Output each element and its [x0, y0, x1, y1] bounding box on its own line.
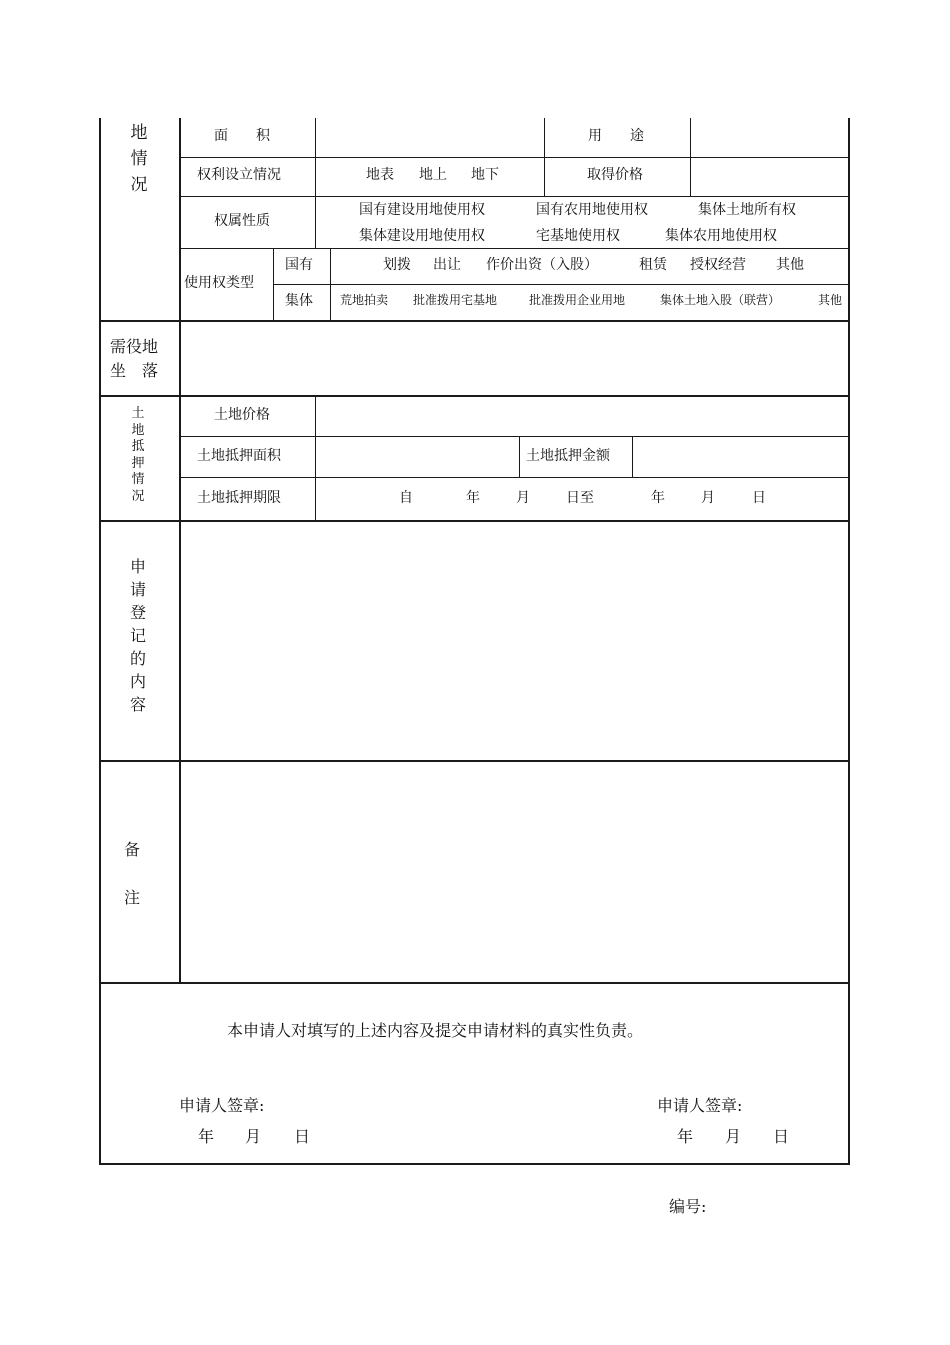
mortgage-amount-label: 土地抵押金额 — [526, 448, 610, 464]
right-date-month: 月 — [725, 1127, 742, 1146]
term-day-2: 日 — [752, 490, 766, 506]
mortgage-area-label: 土地抵押面积 — [197, 448, 281, 464]
mortgage-term-label: 土地抵押期限 — [197, 490, 281, 506]
state-owned-label: 国有 — [285, 257, 313, 273]
left-date-day: 日 — [294, 1127, 311, 1146]
section-line-5 — [99, 982, 850, 984]
form-right-border — [848, 118, 850, 1165]
use-right-type-label: 使用权类型 — [184, 275, 254, 291]
left-date-month: 月 — [245, 1127, 262, 1146]
mortgage-section-label: 土地抵押情况 — [131, 406, 145, 504]
purpose-label: 用 途 — [588, 128, 644, 144]
area-label: 面 积 — [214, 128, 270, 144]
collective-option-homestead-allocation[interactable]: 批准拨用宅基地 — [413, 293, 498, 307]
mortgage-area-field[interactable] — [317, 438, 518, 476]
col-line-mortgage-value — [315, 396, 316, 521]
term-year-2: 年 — [651, 490, 665, 506]
collective-option-joint-venture[interactable]: 集体土地入股（联营） — [660, 293, 781, 307]
easement-location-label-line2: 坐 落 — [110, 361, 159, 380]
ownership-option-collective-construction[interactable]: 集体建设用地使用权 — [359, 228, 485, 244]
term-from: 自 — [399, 490, 413, 506]
ownership-option-state-agricultural[interactable]: 国有农用地使用权 — [536, 202, 648, 218]
col-line-value — [315, 118, 316, 249]
remarks-label-line1: 备 — [124, 840, 141, 859]
ownership-nature-label: 权属性质 — [214, 213, 270, 229]
row-line-state-collective — [273, 284, 849, 285]
form-bottom-border — [99, 1163, 850, 1165]
term-month-1: 月 — [516, 490, 530, 506]
land-price-label: 土地价格 — [214, 407, 270, 423]
ownership-option-collective-ownership[interactable]: 集体土地所有权 — [698, 202, 796, 218]
rights-option-above[interactable]: 地上 — [419, 167, 447, 183]
row-line-mortgage-area — [180, 477, 849, 478]
section-line-3 — [99, 520, 850, 522]
row-line-rights — [180, 196, 849, 197]
purpose-field[interactable] — [692, 119, 847, 156]
easement-location-label-line1: 需役地 — [110, 337, 159, 356]
col-line-right — [690, 118, 691, 197]
registration-content-field[interactable] — [182, 523, 847, 759]
land-price-field[interactable] — [317, 397, 847, 435]
state-option-lease[interactable]: 租赁 — [639, 257, 667, 273]
col-line-mortgage-right — [632, 436, 633, 478]
collective-label: 集体 — [285, 293, 313, 309]
left-date-year: 年 — [198, 1127, 215, 1146]
left-signature-label[interactable]: 申请人签章: — [179, 1096, 265, 1115]
state-option-allocation[interactable]: 划拨 — [383, 257, 411, 273]
remarks-field[interactable] — [182, 763, 847, 981]
col-line-mortgage-mid — [519, 436, 520, 478]
collective-option-other[interactable]: 其他 — [818, 293, 843, 307]
col-line-usetype — [273, 248, 274, 321]
form-left-border — [99, 118, 101, 1165]
section-line-4 — [99, 760, 850, 762]
row-line-land-price — [180, 436, 849, 437]
state-option-transfer[interactable]: 出让 — [433, 257, 461, 273]
state-option-authorized-operation[interactable]: 授权经营 — [690, 257, 746, 273]
rights-option-surface[interactable]: 地表 — [366, 167, 394, 183]
registration-content-label: 申请登记的内容 — [129, 557, 146, 714]
mortgage-amount-field[interactable] — [634, 438, 847, 476]
col-line-mid — [544, 118, 545, 197]
easement-location-field[interactable] — [182, 323, 847, 394]
ownership-option-homestead[interactable]: 宅基地使用权 — [536, 228, 620, 244]
ownership-option-collective-agricultural[interactable]: 集体农用地使用权 — [665, 228, 777, 244]
collective-option-wasteland-auction[interactable]: 荒地拍卖 — [340, 293, 389, 307]
state-option-capital-contribution[interactable]: 作价出资（入股） — [486, 257, 598, 273]
term-month-2: 月 — [701, 490, 715, 506]
state-option-other[interactable]: 其他 — [776, 257, 804, 273]
rights-setting-label: 权利设立情况 — [197, 167, 281, 183]
serial-number-label: 编号: — [669, 1197, 707, 1216]
declaration-statement: 本申请人对填写的上述内容及提交申请材料的真实性负责。 — [227, 1021, 644, 1040]
section-line-1 — [99, 320, 850, 322]
acquisition-price-label: 取得价格 — [587, 167, 643, 183]
acquisition-price-field[interactable] — [692, 158, 847, 195]
collective-option-enterprise-allocation[interactable]: 批准拨用企业用地 — [529, 293, 626, 307]
land-info-section-label: 地情况 — [130, 123, 148, 195]
right-signature-label[interactable]: 申请人签章: — [657, 1096, 743, 1115]
area-field[interactable] — [317, 119, 543, 156]
right-date-year: 年 — [677, 1127, 694, 1146]
remarks-label-line2: 注 — [124, 888, 141, 907]
row-line-ownership — [180, 248, 849, 249]
term-year-1: 年 — [466, 490, 480, 506]
right-date-day: 日 — [773, 1127, 790, 1146]
term-day-to: 日至 — [566, 490, 594, 506]
col-line-usetype-values — [330, 248, 331, 321]
rights-option-below[interactable]: 地下 — [471, 167, 499, 183]
ownership-option-state-construction[interactable]: 国有建设用地使用权 — [359, 202, 485, 218]
